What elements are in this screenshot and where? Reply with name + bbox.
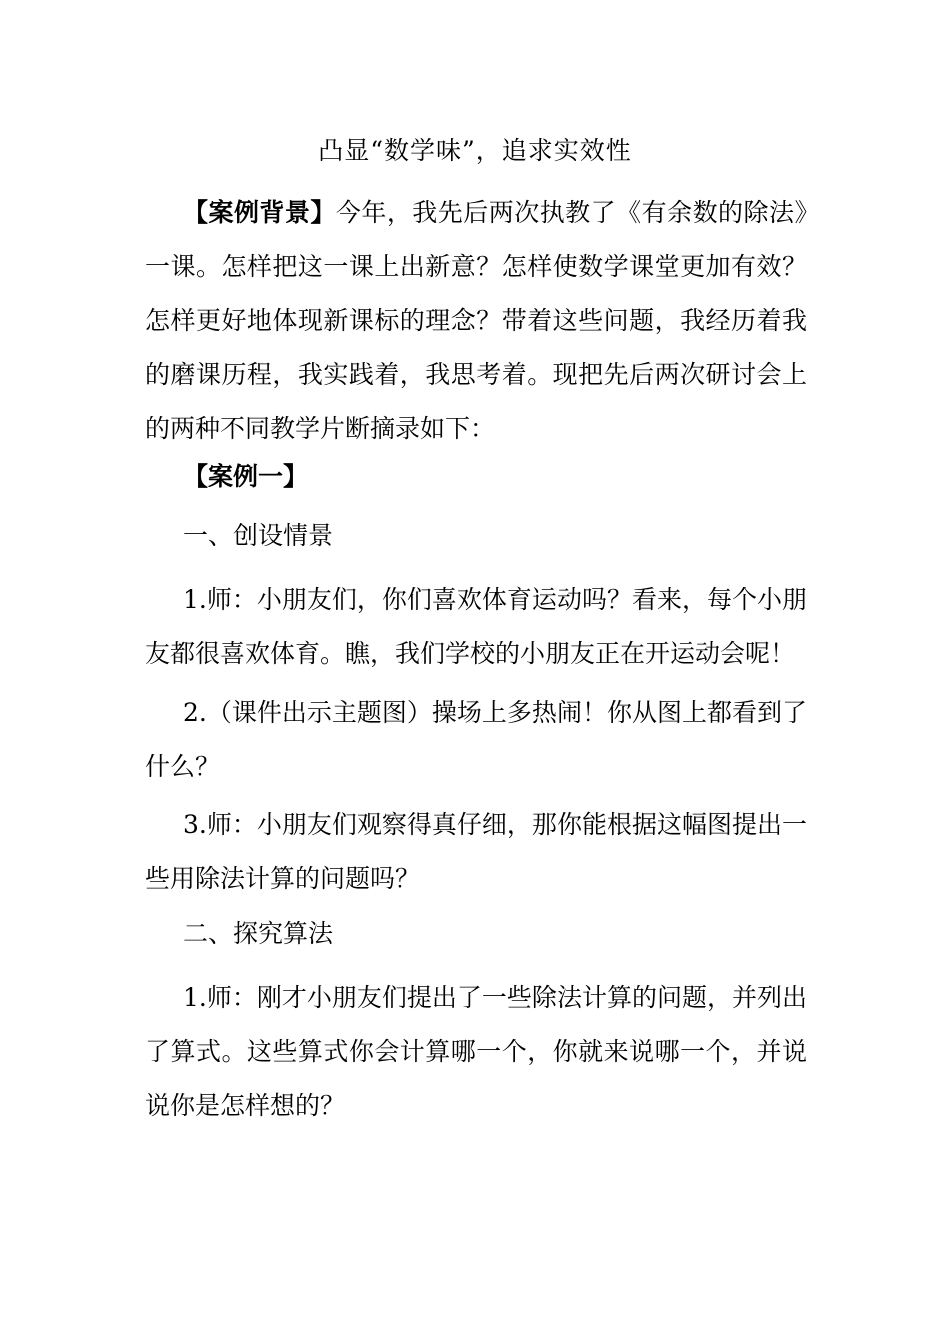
case-one-heading: 【案例一】 xyxy=(183,462,309,491)
section-one-heading: 一、创设情景 xyxy=(183,521,334,550)
section-one-item-3: 3.师：小朋友们观察得真仔细，那你能根据这幅图提出一些用除法计算的问题吗？ xyxy=(145,810,807,893)
background-text: 今年，我先后两次执教了《有余数的除法》一课。怎样把这一课上出新意？怎样使数学课堂更加有效？怎样更好地体现新课标的理念？带着这些问题，我经历着我的磨课历程，我实践着，我思考着。现把先后两次研讨会上的两种不同教学片断摘录如下： xyxy=(145,198,807,443)
document-title: 凸显“数学味”，追求实效性 xyxy=(318,136,632,165)
background-label: 【案例背景】 xyxy=(183,198,336,227)
section-two-heading: 二、探究算法 xyxy=(183,919,334,948)
section-one-item-1: 1.师：小朋友们，你们喜欢体育运动吗？看来，每个小朋友都很喜欢体育。瞧，我们学校的小朋友正在开运动会呢！ xyxy=(145,585,807,668)
background-paragraph xyxy=(145,186,807,456)
section-one-item-2: 2.（课件出示主题图）操场上多热闹！你从图上都看到了什么？ xyxy=(145,698,807,781)
section-two-item-1: 1.师：刚才小朋友们提出了一些除法计算的问题，并列出了算式。这些算式你会计算哪一个，你就来说哪一个，并说说你是怎样想的？ xyxy=(145,983,807,1120)
